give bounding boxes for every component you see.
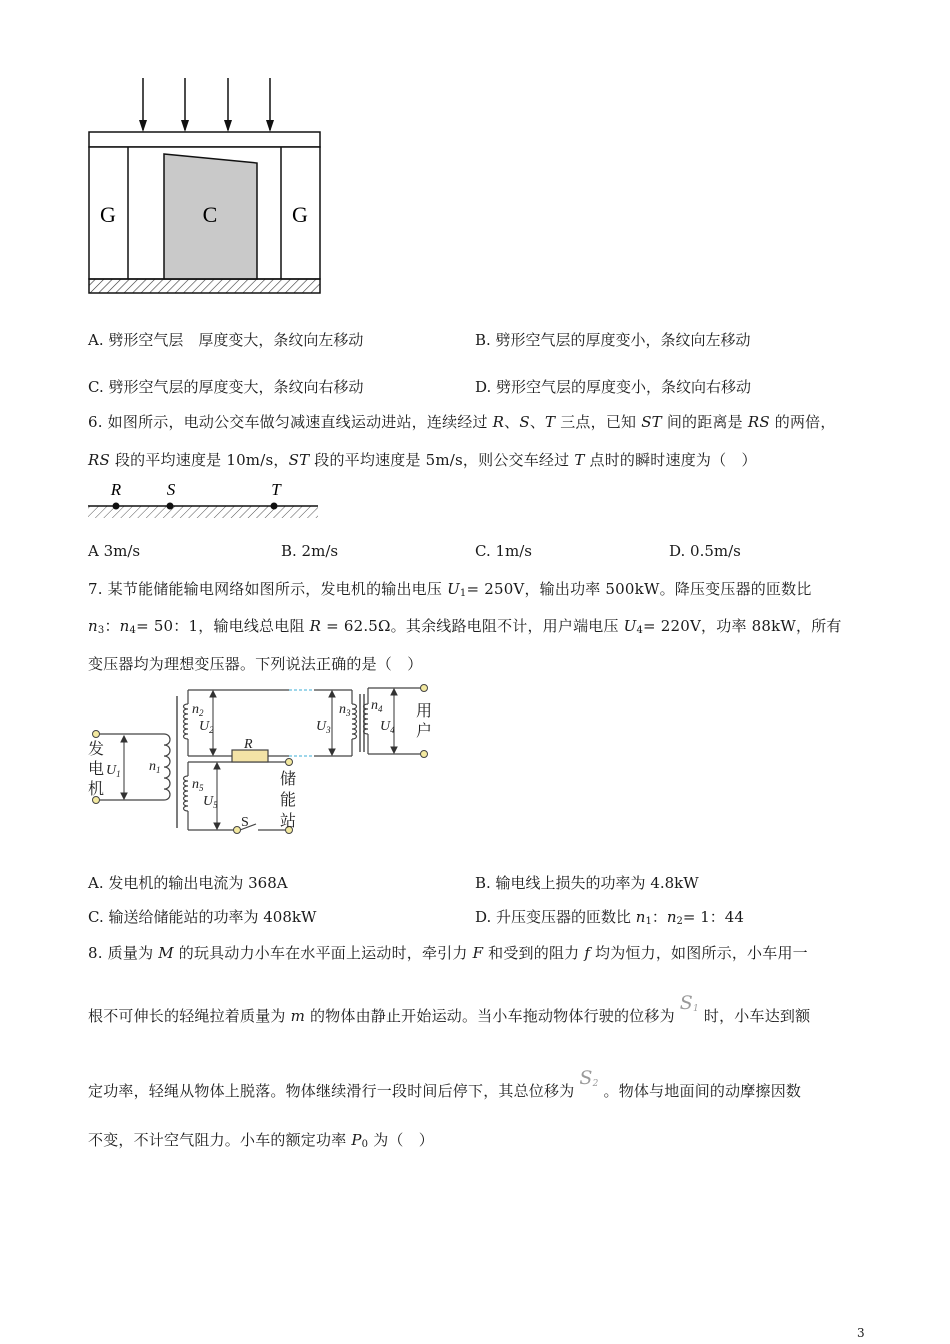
svg-text:U3: $U_3$: [316, 719, 331, 735]
q7-stem-line3: 变压器均为理想变压器。下列说法正确的是（ ）: [88, 655, 423, 673]
page-number: 3: [857, 1326, 865, 1340]
q7-option-b: B. 输电线上损失的功率为 4.8kW: [475, 874, 699, 892]
figure-power-network-circuit: [84, 682, 440, 840]
q5-option-a: A. 劈形空气层 厚度变大，条纹向左移动: [88, 331, 364, 349]
switch-label: S: [241, 815, 249, 830]
svg-text:n1: $n_1$: [149, 759, 161, 775]
q6-option-d: D. 0.5m/s: [669, 542, 741, 560]
arrow-icon: [139, 78, 274, 132]
svg-text:n3: $n_3$: [339, 702, 351, 718]
label-generator-1: 发: [88, 741, 105, 758]
label-storage-1: 储: [280, 771, 297, 788]
label-g-right: G: [292, 202, 308, 227]
svg-text:U1: $U_1$: [106, 763, 121, 779]
q8-stem-line2: 根不可伸长的轻绳拉着质量为 m 的物体由静止开始运动。当小车拖动物体行驶的位移为 $S_1$ 时，小车达到额: [88, 992, 811, 1025]
q7-stem-line1: 7. 某节能储能输电网络如图所示，发电机的输出电压 $U_1= 250V$，输出功率 500kW。降压变压器的匝数比: [88, 580, 812, 599]
q6-option-a: A 3m/s: [88, 542, 141, 560]
label-user-2: 户: [416, 723, 433, 740]
q5-option-d: D. 劈形空气层的厚度变小，条纹向右移动: [475, 378, 752, 396]
point-s: S: [166, 480, 176, 499]
label-storage-3: 站: [280, 813, 297, 830]
svg-text:n4: $n_4$: [371, 698, 383, 714]
q8-stem-line4: 不变，不计空气阻力。小车的额定功率 $P_0$ 为（ ）: [88, 1131, 435, 1150]
svg-text:U5: $U_5$: [203, 794, 218, 810]
q7-stem-line2: $n_3$：$n_4= 50$：1，输电线总电阻 R = 62.5Ω。其余线路电阻不计，用户端电压 $U_4= 220V$，功率 88kW，所有: [88, 617, 842, 636]
svg-text:n2: $n_2$: [192, 702, 204, 718]
svg-text:n5: $n_5$: [192, 777, 204, 793]
svg-text:U4: $U_4$: [380, 719, 395, 735]
label-generator-2: 电: [88, 761, 105, 778]
q5-option-c: C. 劈形空气层的厚度变大，条纹向右移动: [88, 378, 364, 396]
label-generator-3: 机: [88, 781, 105, 798]
label-c: C: [202, 202, 218, 227]
q6-option-c: C. 1m/s: [475, 542, 532, 560]
figure-rst-track: [86, 476, 322, 522]
resistor-label: R: [244, 737, 253, 752]
q7-option-c: C. 输送给储能站的功率为 408kW: [88, 908, 317, 926]
q7-option-d: D. 升压变压器的匝数比 $n_1$：$n_2= 1$：44: [475, 908, 744, 927]
figure-wedge-interference: [86, 76, 326, 296]
svg-text:U2: $U_2$: [199, 719, 214, 735]
q8-stem-line3: 定功率，轻绳从物体上脱落。物体继续滑行一段时间后停下，其总位移为 $S_2$ 。物体与地面间的动摩擦因数: [88, 1067, 802, 1100]
point-r: R: [110, 480, 122, 499]
q8-stem-line1: 8. 质量为 M 的玩具动力小车在水平面上运动时，牵引力 F 和受到的阻力 f 均为恒力，如图所示，小车用一: [88, 944, 808, 962]
q6-stem-line2: RS 段的平均速度是 10m/s，ST 段的平均速度是 5m/s，则公交车经过 T 点时的瞬时速度为（ ）: [88, 451, 757, 469]
label-g-left: G: [100, 202, 116, 227]
q7-option-a: A. 发电机的输出电流为 368A: [88, 874, 288, 892]
point-t: T: [271, 480, 281, 499]
q6-option-b: B. 2m/s: [281, 542, 339, 560]
label-storage-2: 能: [280, 792, 297, 809]
label-user-1: 用: [416, 703, 433, 720]
q6-stem-line1: 6. 如图所示，电动公交车做匀减速直线运动进站，连续经过 R、S、T 三点，已知 ST 间的距离是 RS 的两倍，: [88, 413, 836, 431]
q5-option-b: B. 劈形空气层的厚度变小，条纹向左移动: [475, 331, 751, 349]
